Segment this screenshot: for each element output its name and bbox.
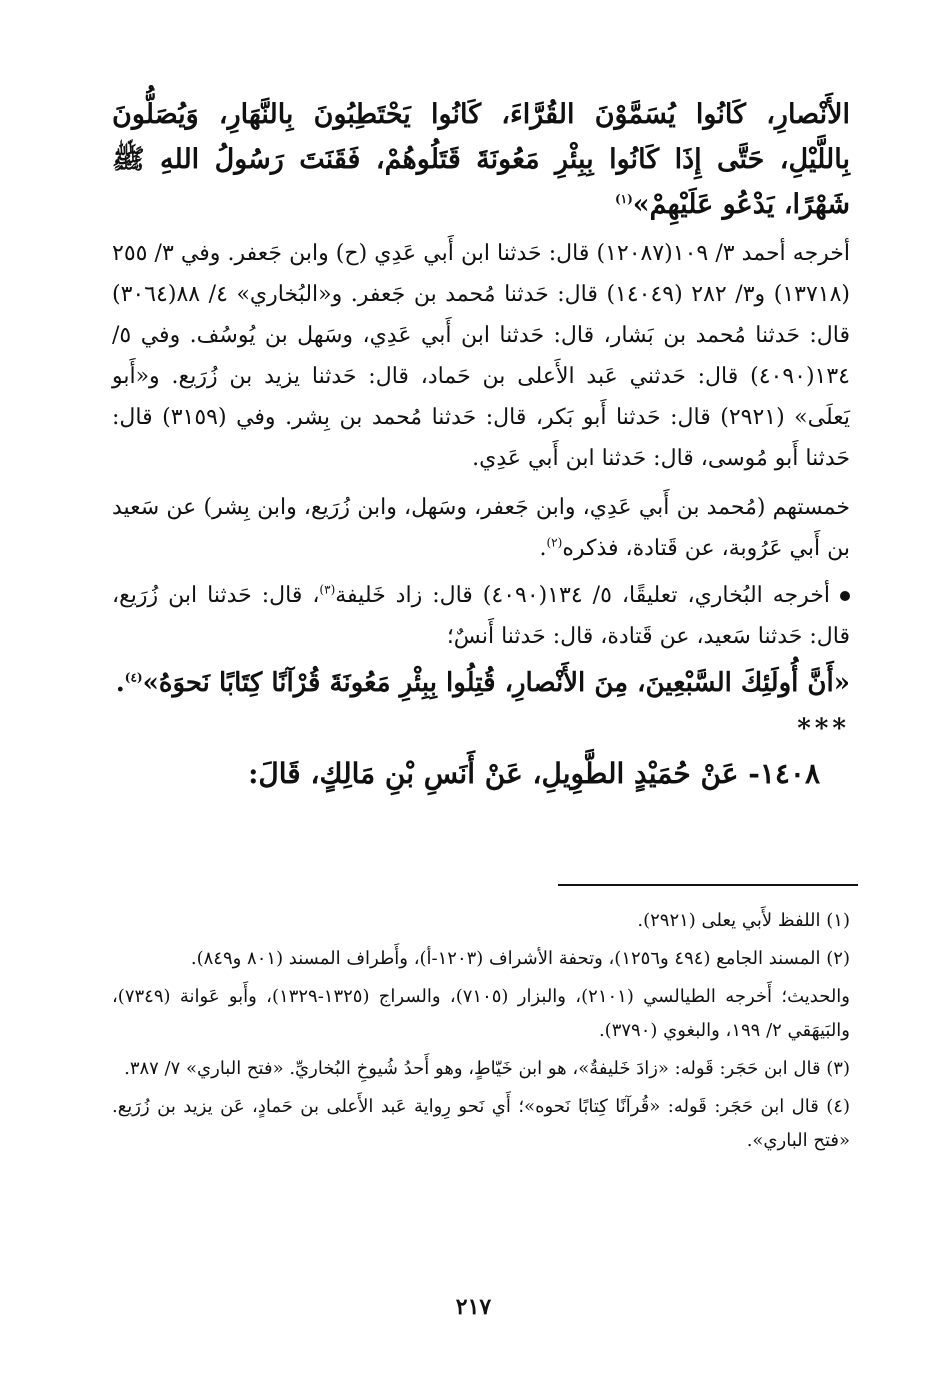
hadith-line-2: إِذَا كَانُوا بِبِئْرِ مَعُونَةَ قَتَلُوهُمْ، فَقَنَتَ رَسُولُ اللهِ ﷺ شَهْرًا، يَدْعُو عَلَيْهِمْ» bbox=[112, 144, 850, 220]
page-number: ٢١٧ bbox=[455, 1294, 492, 1320]
hadith-line-1: الأَنْصارِ، كَانُوا يُسَمَّوْنَ القُرَّاءَ، كَانُوا يَحْتَطِبُونَ بِالنَّهَارِ، وَيُصَلُّونَ بِاللَّيْلِ، حَتَّى bbox=[112, 99, 850, 175]
takhrij-text: أخرجه أحمد ٣/ ١٠٩(١٢٠٨٧) قال: حَدثنا ابن أَبي عَدِي (ح) وابن جَعفر. وفي ٣/ ٢٥٥ (١٣٧١٨) و٣/ ٢٨٢ (١٤٠٤٩) قال: حَدثنا مُحمد بن جَعفر. و«البُخاري» ٤/ ٨٨(٣٠٦٤) قال: حَدثنا مُحمد بن بَشار، قال: حَدثنا ابن أَبي عَدِي، وسَهل بن يُوسُف. وفي ٥/ ١٣٤(٤٠٩٠) قال: حَدثني عَبد الأَعلى بن حَماد، قال: حَدثنا يزيد بن زُرَيع. و«أَبو يَعلَى» (٢٩٢١) قال: حَدثنا أَبو بَكر، قال: حَدثنا مُحمد بن بِشر. وفي (٣١٥٩) قال: حَدثنا أَبو مُوسى، قال: حَدثنا ابن أَبي عَدِي. bbox=[112, 241, 851, 471]
hadith-heading: ١٤٠٨- عَنْ حُمَيْدٍ الطَّوِيلِ، عَنْ أَنَسِ بْنِ مَالِكٍ، قَالَ: bbox=[248, 757, 820, 790]
bullet-icon bbox=[840, 591, 850, 601]
footnote-ref-1: (١) bbox=[614, 192, 633, 206]
footnote-2-continued: والحديث؛ أَخرجه الطيالسي (٢١٠١)، والبزار (٧١٠٥)، والسراج (١٣٢٥-١٣٢٩)، وأَبو عَوانة (٧٣٤٩)، والبَيهَقي ٢/ ١٩٩، والبغوي (٣٧٩٠). bbox=[112, 986, 850, 1041]
bukhari-text-1: أخرجه البُخاري، تعليقًا، ٥/ ١٣٤(٤٠٩٠) قال: زاد خَليفة bbox=[335, 583, 831, 608]
footnote-divider bbox=[558, 884, 858, 886]
footnote-3: (٣) قال ابن حَجَر: قَوله: «زادَ خَليفةُ»، هو ابن خَيّاطٍ، وهو أَحدُ شُيوخِ البُخاريِّ. «فتح الباري» ٧/ ٣٨٧. bbox=[124, 1058, 850, 1079]
bukhari-text-2: ، قال: حَدثنا ابن زُرَيع، قال: حَدثنا سَعيد، عن قَتادة، قال: حَدثنا أَنسٌ؛ bbox=[112, 583, 850, 649]
footnote-ref-2: (٢) bbox=[546, 535, 563, 550]
footnote-1: (١) اللفظ لأَبي يعلى (٢٩٢١). bbox=[637, 910, 850, 931]
hadith-text bbox=[112, 92, 850, 227]
bukhari-paragraph bbox=[112, 575, 850, 657]
footnote-2: (٢) المسند الجامع (٤٩٤ و١٢٥٦)، وتحفة الأشراف (١٢٠٣-أ)، وأَطراف المسند (٨٠١ و٨٤٩). bbox=[190, 948, 850, 969]
footnotes bbox=[112, 904, 850, 1162]
footnote-ref-3: (٣) bbox=[319, 582, 336, 597]
footnote-4: (٤) قال ابن حَجَر: قَوله: «قُرآنًا كِتابًا نَحوه»؛ أَي نَحو رِواية عَبد الأَعلى بن حَمادٍ، عَن يزيد بن زُرَيع. «فتح الباري». bbox=[112, 1096, 850, 1151]
footnote-ref-4: (٤) bbox=[124, 670, 143, 685]
summary-text: خمستهم (مُحمد بن أَبي عَدِي، وابن جَعفر، وسَهل، وابن زُرَيع، وابن بِشر) عن سَعيد بن أَبي عَرُوبة، عن قَتادة، فذكره bbox=[112, 495, 850, 561]
takhrij-paragraph bbox=[112, 233, 850, 479]
summary-paragraph: خمستهم (مُحمد بن أَبي عَدِي، وابن جَعفر، وسَهل، وابن زُرَيع، وابن بِشر) عن سَعيد بن أَبي عَرُوبة، عن قَتادة، فذكره$^{(٢)}$. bbox=[112, 495, 850, 561]
section-separator: *** bbox=[797, 714, 850, 744]
quoted-hadith-line: «أَنَّ أُولَئِكَ السَّبْعِينَ، مِنَ الأَنْصارِ، قُتِلُوا بِبِئْرِ مَعُونَةَ قُرْآنًا كِتَابًا نَحوَهُ»$^{(٤)}$. bbox=[115, 668, 850, 698]
main-text bbox=[112, 92, 850, 799]
quoted-hadith-text: «أَنَّ أُولَئِكَ السَّبْعِينَ، مِنَ الأَنْصارِ، قُتِلُوا بِبِئْرِ مَعُونَةَ قُرْآنًا كِتَابًا نَحوَهُ» bbox=[142, 668, 850, 698]
